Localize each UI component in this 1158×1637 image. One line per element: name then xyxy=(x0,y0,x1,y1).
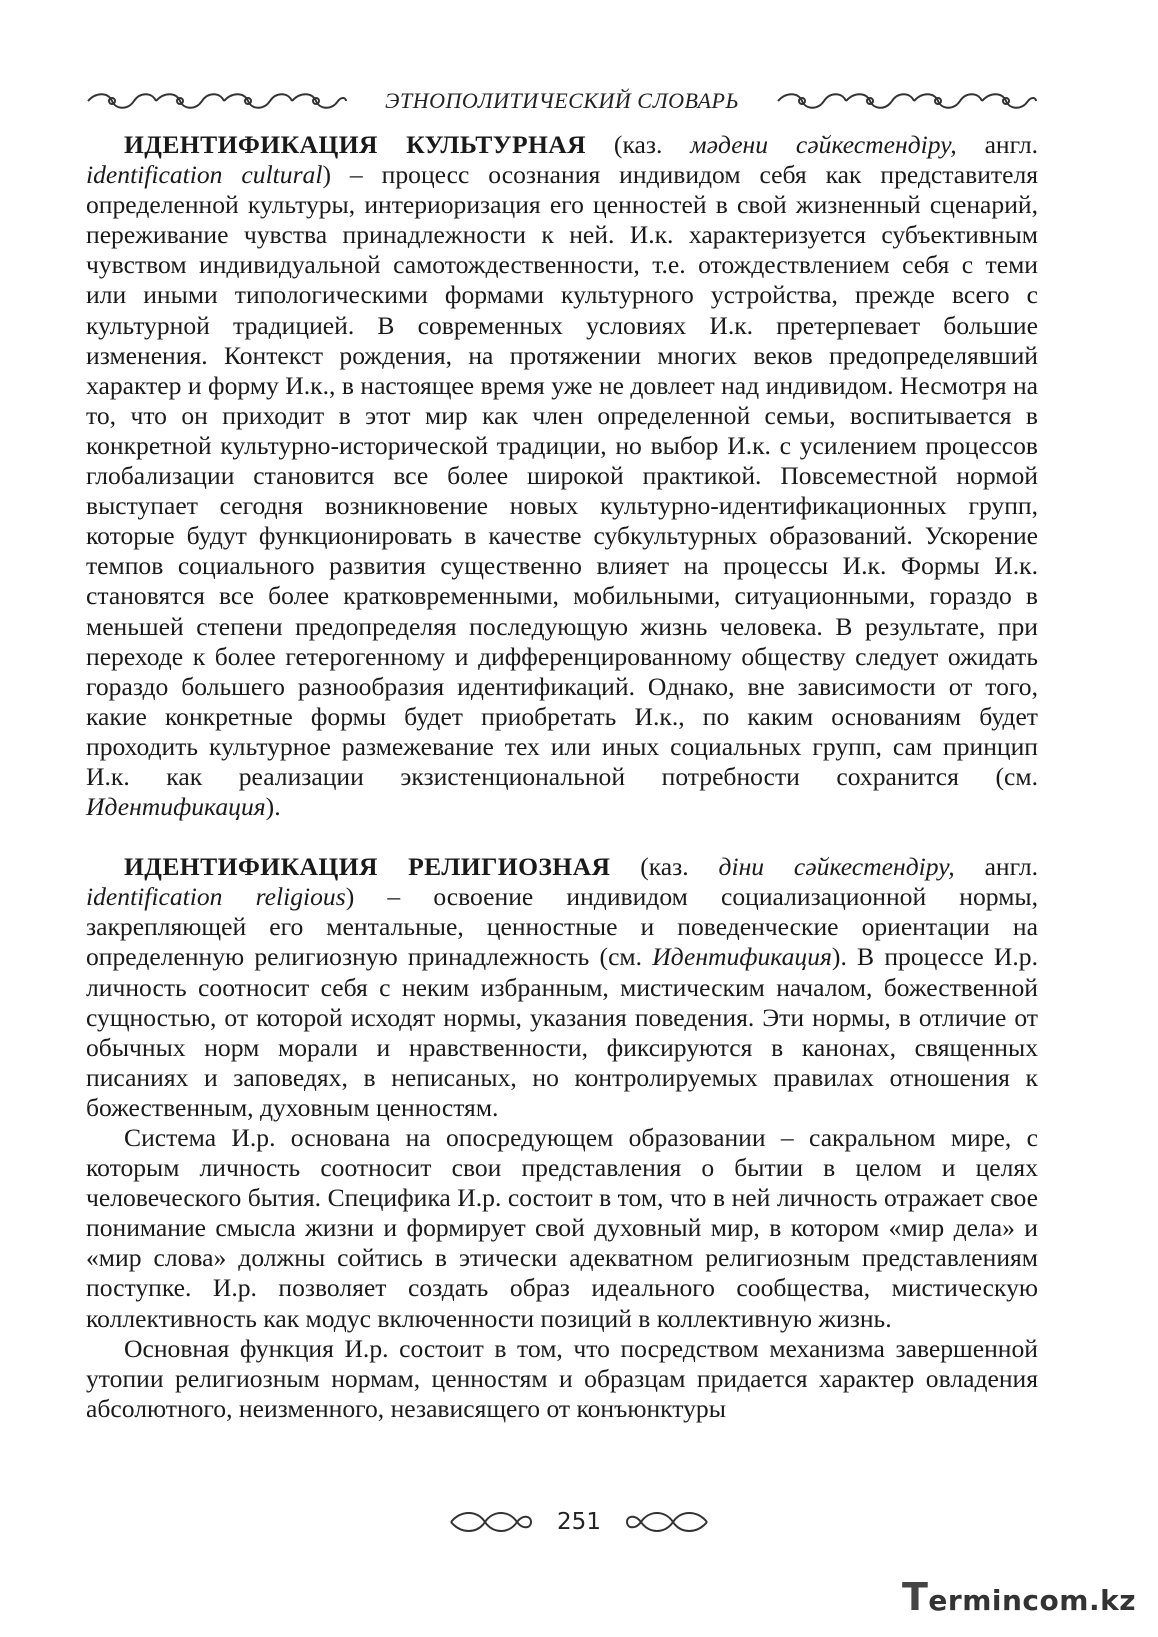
page-body xyxy=(86,130,1038,1424)
english-term: identification religious xyxy=(86,882,346,912)
running-header xyxy=(86,86,1038,116)
running-title: ЭТНОПОЛИТИЧЕСКИЙ СЛОВАРЬ xyxy=(385,88,739,113)
flourish-icon xyxy=(625,1508,711,1536)
watermark-initial: T xyxy=(902,1575,929,1619)
entry-term: ИДЕНТИФИКАЦИЯ РЕЛИГИОЗНАЯ xyxy=(124,852,611,882)
entry-text: (каз. xyxy=(586,130,691,159)
paragraph: Основная функция И.р. состоит в том, что посредством механизма завершенной утопии религиозным нормам, ценностям и образцам придается характер овладения абсолютного, неизменного, независящего от конъюнктуры xyxy=(86,1333,1038,1423)
site-watermark xyxy=(902,1575,1136,1619)
watermark-text: ermincom.kz xyxy=(928,1584,1136,1617)
flourish-icon xyxy=(447,1508,533,1536)
kazakh-term: діни сәйкестендіру, xyxy=(718,852,955,882)
entry-text: англ. xyxy=(956,130,1038,159)
kazakh-term: мәдени сәйкестендіру, xyxy=(690,130,957,159)
entry-term: ИДЕНТИФИКАЦИЯ КУЛЬТУРНАЯ xyxy=(124,130,587,159)
entry-definition: ) – освоение индивидом социализационной нормы, закрепляющей его ментальные, ценностные и поведенческие ориентации на определенную религиозную принадлежность (см. xyxy=(86,882,1038,972)
entry-definition: ) – процесс осознания индивидом себя как представителя определенной культуры, интериоризация его ценностей в свой жизненный сценарий, переживание чувства принадлежности к ней. И.к. характеризуется субъективным чувством индивидуальной самотождественности, т.е. отождествлением себя с теми или иными типологическими формами культурного устройства, прежде всего с культурной традицией. В современных условиях И.к. претерпевает большие изменения. Контекст рождения, на протяжении многих веков предопределявший характер и форму И.к., в настоящее время уже не довлеет над индивидом. Несмотря на то, что он приходит в этот мир как член определенной семьи, воспитывается в конкретной культурно-исторической традиции, но выбор И.к. с усилением процессов глобализации становится все более широкой практикой. Повсеместной нормой выступает сегодня возникновение новых культурно-идентификационных групп, которые будут функционировать в качестве субкультурных образований. Ускорение темпов социального развития существенно влияет на процессы И.к. Формы И.к. становятся все более кратковременными, мобильными, ситуационными, гораздо в меньшей степени предопределяя последующую жизнь человека. В результате, при переходе к более гетерогенному и дифференцированному обществу следует ожидать гораздо большего разнообразия идентификаций. Однако, вне зависимости от того, какие конкретные формы будет приобретать И.к., по каким основаниям будет проходить культурное размежевание тех или иных социальных групп, сам принцип И.к. как реализации экзистенциональной потребности сохранится (см. xyxy=(86,160,1039,791)
entry-text: англ. xyxy=(954,852,1038,882)
english-term: identification cultural xyxy=(86,160,323,190)
entry-text: (каз. xyxy=(610,852,719,882)
entry-definition: ). В процессе И.р. личность соотносит себя с неким избранным, мистическим началом, божественной сущностью, от которой исходят нормы, указания поведения. Эти нормы, в отличие от обычных норм морали и нравственности, фиксируются в канонах, священных писаниях и заповедях, в неписаных, но контролируемых правилах отношения к божественным, духовным ценностям. xyxy=(86,942,1039,1122)
scroll-ornament-icon xyxy=(86,90,348,112)
dictionary-entry-religious xyxy=(86,852,1038,1123)
scroll-ornament-icon xyxy=(776,90,1038,112)
page-footer xyxy=(0,1504,1158,1540)
paragraph: Система И.р. основана на опосредующем образовании – сакральном мире, с которым личность соотносит свои представления о бытии в целом и целях человеческого бытия. Специфика И.р. состоит в том, что в ней личность отражает свое понимание смысла жизни и формирует свой духовный мир, в котором «мир дела» и «мир слова» должны сойтись в этически адекватном религиозным представлениям поступке. И.р. позволяет создать образ идеального сообщества, мистическую коллективность как модус включенности позиций в коллективную жизнь. xyxy=(86,1123,1038,1333)
entry-text: ). xyxy=(265,792,281,822)
cross-reference: Идентификация xyxy=(86,792,266,822)
page-number: 251 xyxy=(557,1509,601,1535)
cross-reference: Идентификация xyxy=(652,942,832,972)
dictionary-entry-cultural xyxy=(86,130,1038,822)
